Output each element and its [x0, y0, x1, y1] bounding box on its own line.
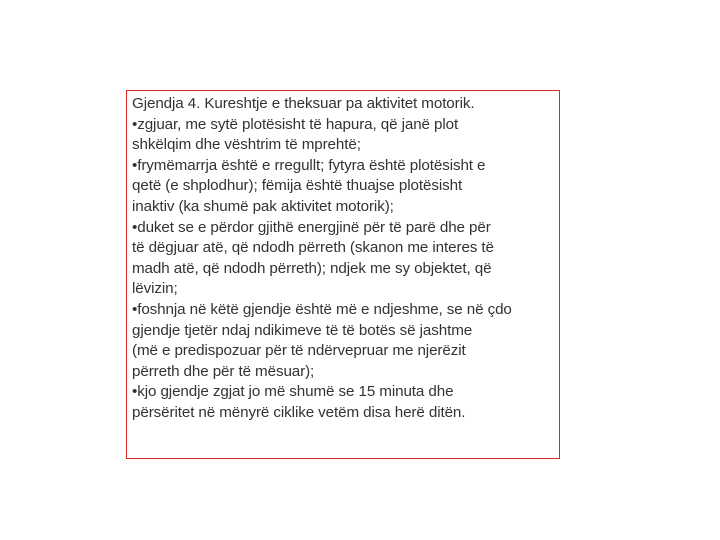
text-line: lëvizin;	[132, 280, 178, 298]
text-line: qetë (e shplodhur); fëmija është thuajse plotësisht	[132, 177, 463, 195]
text-line: madh atë, që ndodh përreth); ndjek me sy objektet, që	[132, 259, 492, 277]
text-line: të dëgjuar atë, që ndodh përreth (skanon me interes të	[132, 239, 494, 257]
text-line: (më e predispozuar për të ndërvepruar me njerëzit	[132, 342, 466, 360]
text-line: inaktiv (ka shumë pak aktivitet motorik);	[132, 197, 394, 215]
text-line: •frymëmarrja është e rregullt; fytyra është plotësisht e	[132, 156, 486, 174]
text-box	[126, 90, 560, 459]
text-line: •duket se e përdor gjithë energjinë për të parë dhe për	[132, 218, 491, 236]
text-line: •foshnja në këtë gjendje është më e ndjeshme, se në çdo	[132, 300, 512, 318]
heading-line: Gjendja 4. Kureshtje e theksuar pa aktivitet motorik.	[132, 95, 475, 112]
text-line: gjendje tjetër ndaj ndikimeve të të botës së jashtme	[132, 321, 473, 339]
text-line: shkëlqim dhe vështrim të mprehtë;	[132, 136, 361, 154]
text-line: përreth dhe për të mësuar);	[132, 362, 315, 380]
text-line: përsëritet në mënyrë ciklike vetëm disa herë ditën.	[132, 403, 466, 421]
text-line: •kjo gjendje zgjat jo më shumë se 15 minuta dhe	[132, 383, 454, 401]
text-line: •zgjuar, me sytë plotësisht të hapura, që janë plot	[132, 115, 459, 133]
